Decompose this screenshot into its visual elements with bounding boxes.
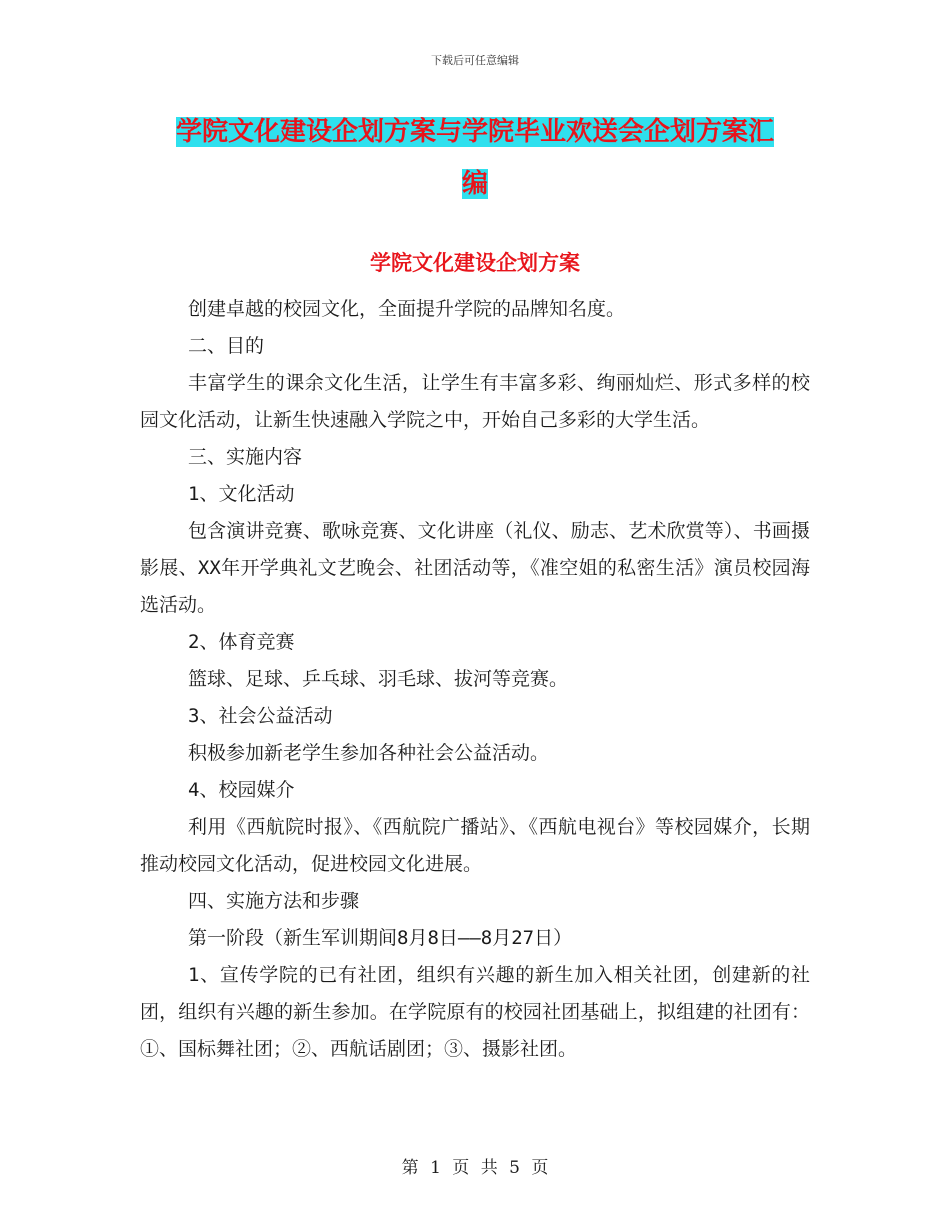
document-title-line-2: 编 — [461, 169, 488, 199]
paragraph: 利用《西航院时报》、《西航院广播站》、《西航电视台》等校园媒介，长期推动校园文化活动，促进校园文化进展。 — [140, 816, 810, 875]
page-footer: 第 1 页 共 5 页 — [401, 1158, 549, 1178]
paragraph: 包含演讲竞赛、歌咏竞赛、文化讲座（礼仪、励志、艺术欣赏等）、书画摄影展、XX年开学典礼文艺晚会、社团活动等，《准空姐的私密生活》演员校园海选活动。 — [140, 520, 810, 616]
paragraph: 篮球、足球、乒乓球、羽毛球、拔河等竞赛。 — [188, 668, 569, 690]
paragraph: 二、目的 — [188, 335, 265, 357]
page-header: 下载后可任意编辑 — [431, 54, 519, 67]
section-title: 学院文化建设企划方案 — [370, 251, 580, 275]
paragraph: 三、实施内容 — [188, 446, 303, 468]
paragraph: 丰富学生的课余文化生活，让学生有丰富多彩、绚丽灿烂、形式多样的校园文化活动，让新生快速融入学院之中，开始自己多彩的大学生活。 — [140, 372, 810, 431]
paragraph: 创建卓越的校园文化，全面提升学院的品牌知名度。 — [188, 298, 626, 320]
paragraph: 1、文化活动 — [188, 483, 295, 505]
paragraph: 1、宣传学院的已有社团，组织有兴趣的新生加入相关社团，创建新的社团，组织有兴趣的新生参加。在学院原有的校园社团基础上，拟组建的社团有：①、国标舞社团；②、西航话剧团；③、摄影社团。 — [140, 964, 810, 1060]
paragraph: 3、社会公益活动 — [188, 705, 333, 727]
document-body — [140, 291, 810, 1068]
paragraph: 四、实施方法和步骤 — [188, 890, 360, 912]
paragraph: 第一阶段（新生军训期间8月8日——8月27日） — [188, 927, 573, 949]
document-title — [140, 106, 810, 210]
paragraph: 2、体育竞赛 — [188, 631, 295, 653]
paragraph: 积极参加新老学生参加各种社会公益活动。 — [188, 742, 550, 764]
paragraph: 4、校园媒介 — [188, 779, 295, 801]
document-title-line-1: 学院文化建设企划方案与学院毕业欢送会企划方案汇 — [175, 117, 774, 147]
